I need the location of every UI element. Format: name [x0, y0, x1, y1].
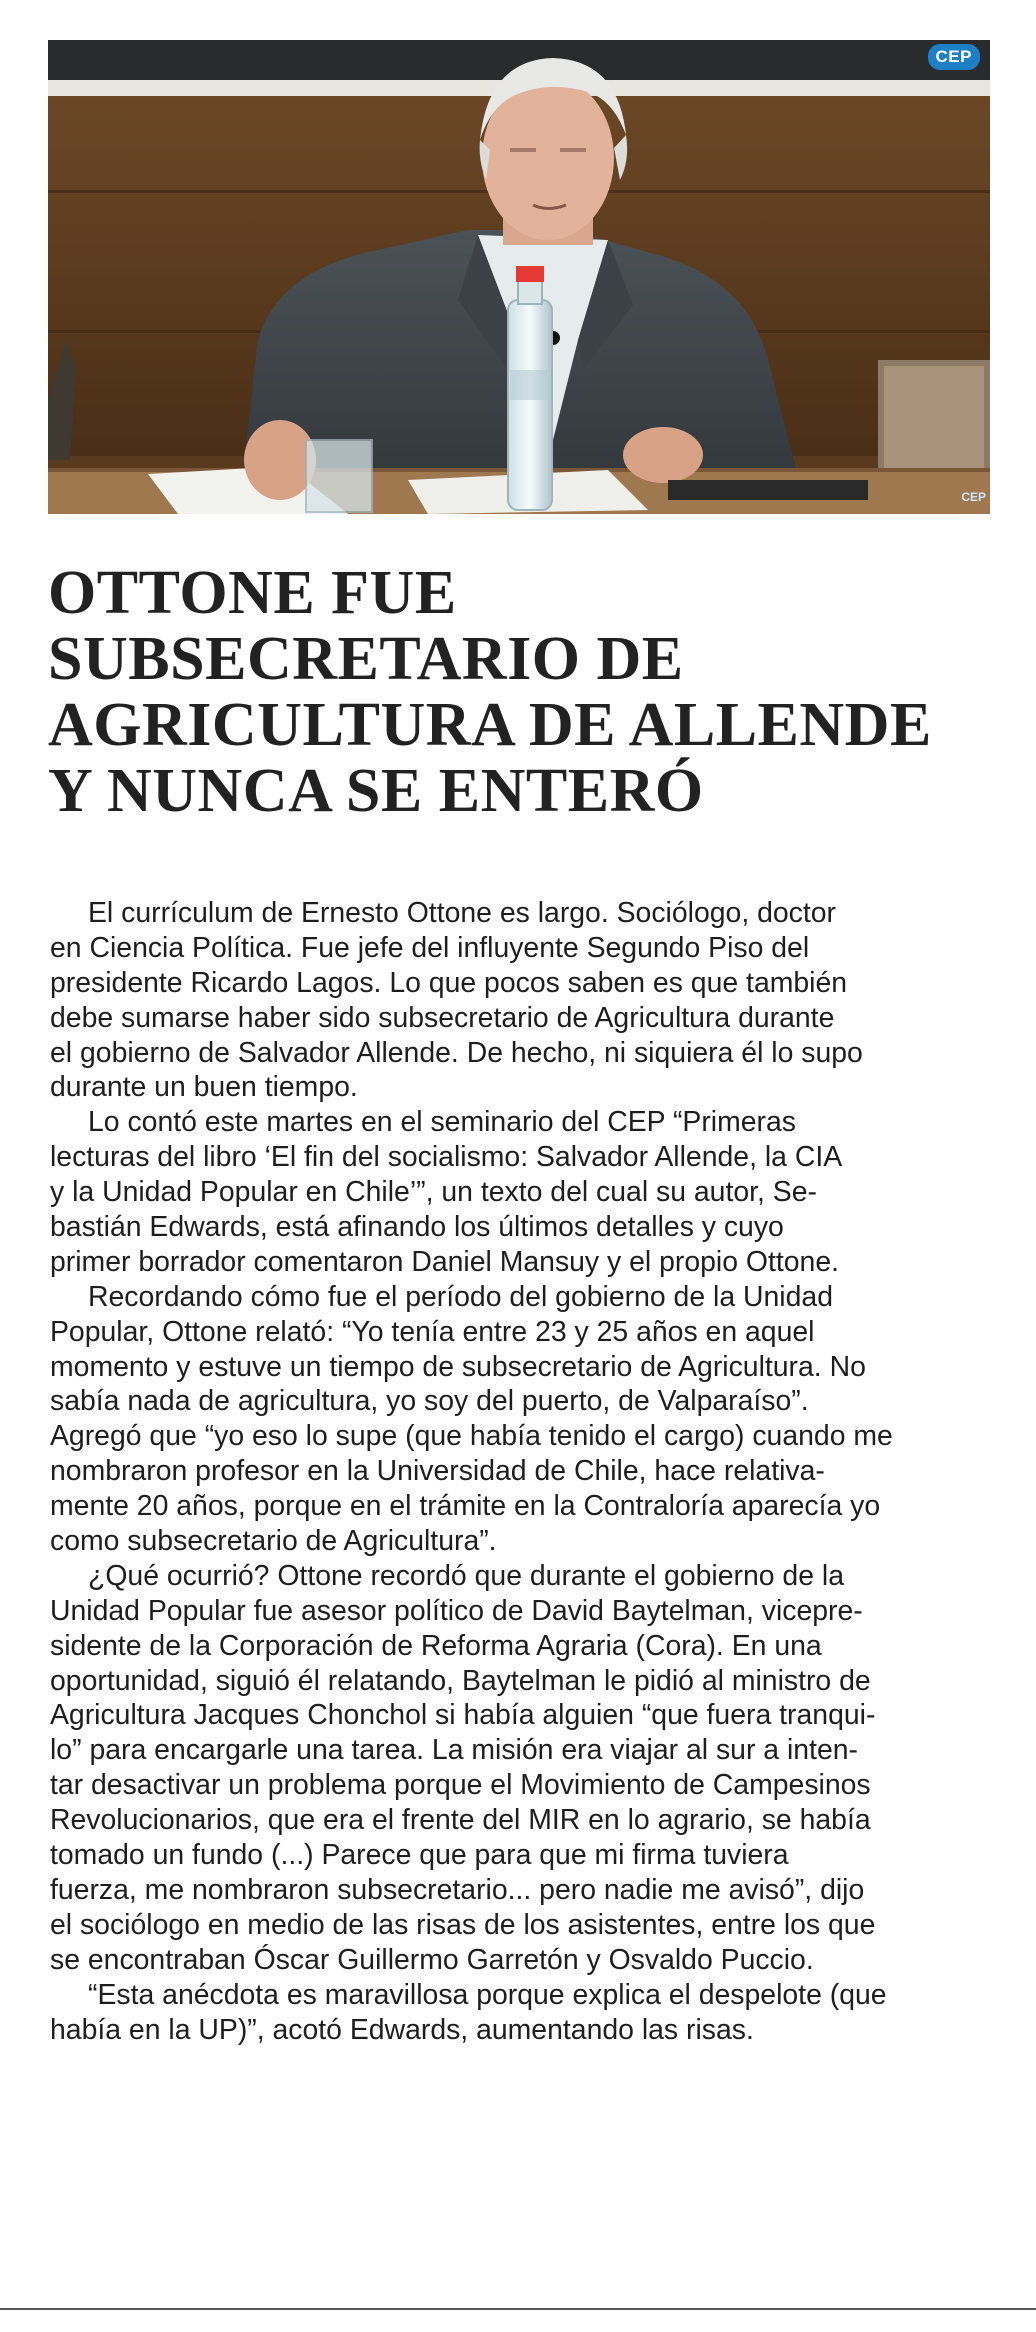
- body-line: Agregó que “yo eso lo supe (que había tenido el cargo) cuando me: [50, 1420, 893, 1453]
- speaker-photo: [48, 40, 990, 514]
- cep-logo-badge: CEP: [928, 44, 980, 70]
- body-line: bastián Edwards, está afinando los últimos detalles y cuyo: [50, 1211, 784, 1244]
- article-headline: [48, 560, 998, 824]
- body-line: Popular, Ottone relató: “Yo tenía entre 23 y 25 años en aquel: [50, 1315, 815, 1348]
- cep-watermark: CEP: [961, 490, 986, 504]
- body-line: Recordando cómo fue el período del gobierno de la Unidad: [88, 1280, 833, 1313]
- body-line: primer borrador comentaron Daniel Mansuy y el propio Ottone.: [50, 1245, 840, 1278]
- article-body: [50, 896, 990, 2047]
- body-line: Unidad Popular fue asesor político de David Baytelman, vicepre-: [50, 1594, 863, 1627]
- body-line: se encontraban Óscar Guillermo Garretón y Osvaldo Puccio.: [50, 1943, 814, 1976]
- body-line: el sociólogo en medio de las risas de los asistentes, entre los que: [50, 1908, 876, 1941]
- body-line: Lo contó este martes en el seminario del CEP “Primeras: [88, 1106, 796, 1139]
- headline-line: SUBSECRETARIO DE: [48, 625, 684, 693]
- headline-line: Y NUNCA SE ENTERÓ: [48, 757, 704, 825]
- body-line: debe sumarse haber sido subsecretario de Agricultura durante: [50, 1001, 835, 1034]
- bottom-divider: [0, 2308, 1036, 2310]
- body-line: sabía nada de agricultura, yo soy del puerto, de Valparaíso”.: [50, 1385, 809, 1418]
- speaker-photo-illustration: [48, 40, 990, 514]
- body-line: fuerza, me nombraron subsecretario... pero nadie me avisó”, dijo: [50, 1873, 865, 1906]
- body-line: durante un buen tiempo.: [50, 1071, 358, 1104]
- body-line: oportunidad, siguió él relatando, Baytelman le pidió al ministro de: [50, 1664, 871, 1697]
- body-line: en Ciencia Política. Fue jefe del influyente Segundo Piso del: [50, 931, 810, 964]
- body-line: nombraron profesor en la Universidad de Chile, hace relativa-: [50, 1455, 825, 1488]
- body-line: lecturas del libro ‘El fin del socialismo: Salvador Allende, la CIA: [50, 1141, 843, 1174]
- body-line: presidente Ricardo Lagos. Lo que pocos saben es que también: [50, 966, 848, 999]
- body-line: el gobierno de Salvador Allende. De hecho, ni siquiera él lo supo: [50, 1036, 863, 1069]
- body-line: había en la UP)”, acotó Edwards, aumentando las risas.: [50, 2013, 754, 2046]
- body-line: y la Unidad Popular en Chile’”, un texto del cual su autor, Se-: [50, 1176, 817, 1209]
- body-line: Agricultura Jacques Chonchol si había alguien “que fuera tranqui-: [50, 1699, 876, 1732]
- body-line: ¿Qué ocurrió? Ottone recordó que durante el gobierno de la: [88, 1559, 844, 1592]
- body-line: sidente de la Corporación de Reforma Agraria (Cora). En una: [50, 1629, 822, 1662]
- body-line: como subsecretario de Agricultura”.: [50, 1525, 497, 1558]
- body-line: lo” para encargarle una tarea. La misión era viajar al sur a inten-: [50, 1734, 858, 1767]
- body-line: tomado un fundo (...) Parece que para que mi firma tuviera: [50, 1839, 789, 1872]
- body-line: El currículum de Ernesto Ottone es largo. Sociólogo, doctor: [88, 897, 836, 929]
- headline-line: OTTONE FUE: [48, 559, 457, 627]
- body-line: momento y estuve un tiempo de subsecretario de Agricultura. No: [50, 1350, 866, 1383]
- body-line: mente 20 años, porque en el trámite en la Contraloría aparecía yo: [50, 1490, 881, 1523]
- body-line: “Esta anécdota es maravillosa porque explica el despelote (que: [88, 1978, 887, 2011]
- body-line: tar desactivar un problema porque el Movimiento de Campesinos: [50, 1769, 871, 1802]
- headline-line: AGRICULTURA DE ALLENDE: [48, 691, 932, 759]
- body-line: Revolucionarios, que era el frente del MIR en lo agrario, se había: [50, 1804, 871, 1837]
